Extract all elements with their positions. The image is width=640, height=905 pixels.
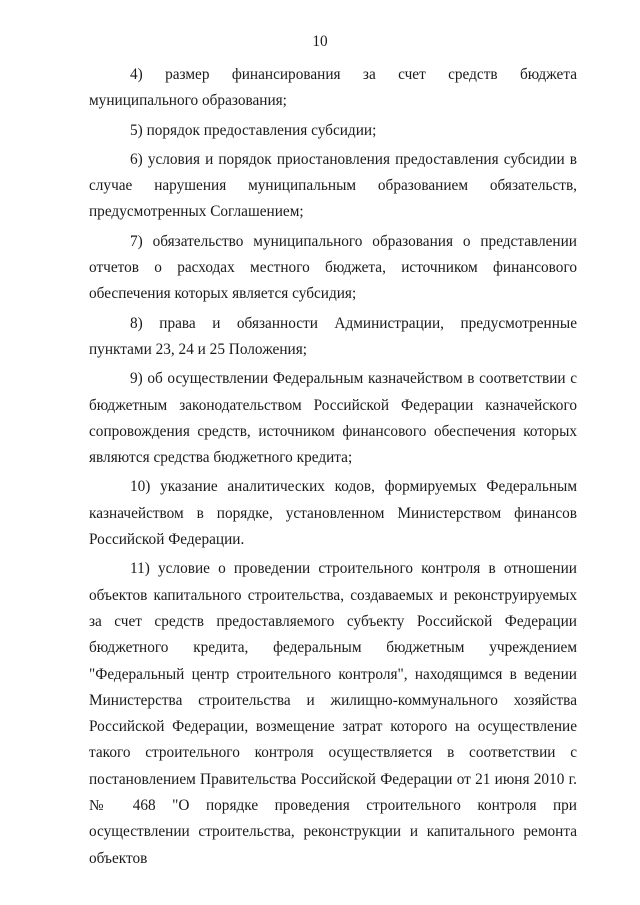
page-number: 10: [312, 33, 328, 50]
list-item-11-construction-control: 11) условие о проведении строительного контроля в отношении объектов капитального строительства, создаваемых и реконструируемых за счет средств предоставляемого субъекту Российской Федерации бюджетного кредита, федеральным бюджетным учреждением "Федеральный центр строительного контроля", находящимся в ведении Министерства строительства и жилищно-коммунального хозяйства Российской Федерации, возмещение затрат которого на осуществление такого строительного контроля осуществляется в соответствии с постановлением Правительства Российской Федерации от 21 июня 2010 г. № 468 "О порядке проведения строительного контроля при осуществлении строительства, реконструкции и капитального ремонта объектов: [89, 560, 577, 867]
list-item-10-analytical-codes: 10) указание аналитических кодов, формируемых Федеральным казначейством в порядке, установленном Министерством финансов Российской Федерации.: [89, 478, 577, 549]
list-item-9-treasury-support: 9) об осуществлении Федеральным казначейством в соответствии с бюджетным законодательством Российской Федерации казначейского сопровождения средств, источником финансового обеспечения которых являются средства бюджетного кредита;: [89, 370, 577, 467]
list-item-6-suspension-conditions: 6) условия и порядок приостановления предоставления субсидии в случае нарушения муниципальным образованием обязательств, предусмотренных Соглашением;: [89, 150, 577, 221]
list-item-4-funding-amount: 4) размер финансирования за счет средств бюджета муниципального образования;: [89, 66, 577, 110]
document-body: [89, 62, 577, 875]
list-item-5-subsidy-procedure: 5) порядок предоставления субсидии;: [130, 121, 377, 139]
list-item-8-administration-rights: 8) права и обязанности Администрации, предусмотренные пунктами 23, 24 и 25 Положения;: [89, 314, 577, 358]
list-item-7-reporting-obligation: 7) обязательство муниципального образования о представлении отчетов о расходах местного бюджета, источником финансового обеспечения которых является субсидия;: [89, 232, 577, 303]
